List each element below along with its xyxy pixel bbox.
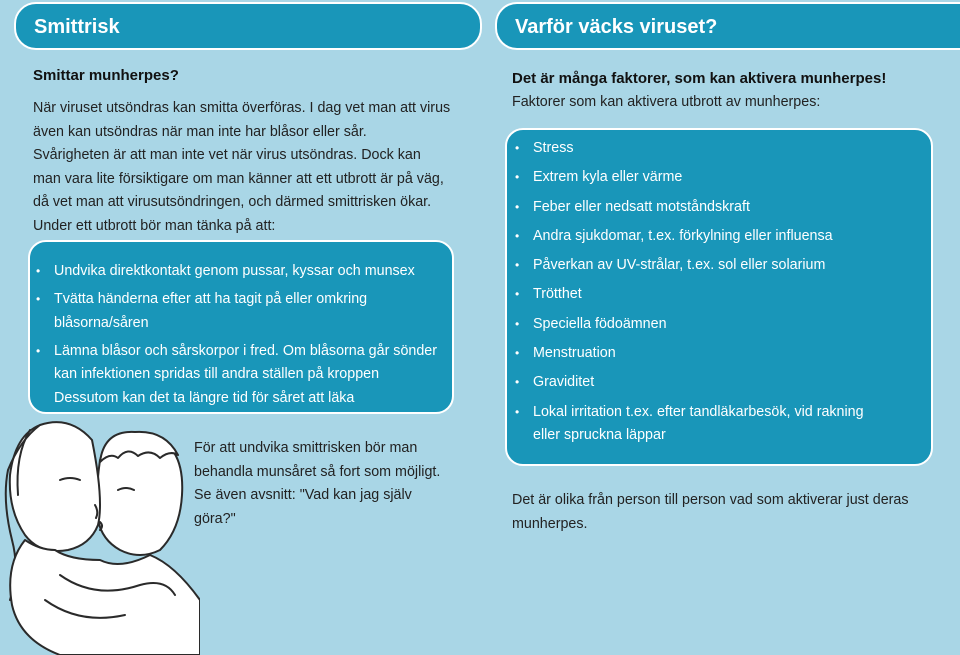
right-intro: Faktorer som kan aktivera utbrott av munherpes: [512, 94, 821, 110]
factor-line: Extrem kyla eller värme [533, 169, 683, 186]
factor-line: Feber eller nedsatt motståndskraft [533, 198, 750, 215]
factor-item [513, 401, 923, 448]
factor-line: Menstruation [533, 345, 616, 362]
bullet-icon: • [515, 170, 520, 185]
factor-line: Graviditet [533, 374, 595, 391]
bottom-note [194, 437, 484, 531]
advice-item [34, 288, 444, 335]
left-header-bar [14, 2, 482, 50]
advice-box [28, 240, 454, 414]
left-intro-line: Under ett utbrott bör man tänka på att: [33, 217, 276, 234]
advice-line: blåsorna/såren [54, 314, 149, 331]
factor-line: Lokal irritation t.ex. efter tandläkarbesök, vid rakning [533, 403, 864, 420]
factor-line: Andra sjukdomar, t.ex. förkylning eller influensa [533, 227, 833, 244]
factor-item [513, 196, 923, 220]
bullet-icon: • [36, 343, 41, 358]
factor-line: eller spruckna läppar [533, 427, 666, 444]
factor-line: Stress [533, 140, 574, 156]
bullet-icon: • [36, 292, 41, 306]
factors-list [513, 137, 923, 453]
bottom-note-line: göra?" [194, 510, 236, 527]
factor-item [513, 254, 923, 278]
advice-list [34, 260, 444, 415]
right-subheading: Det är många faktorer, som kan aktivera munherpes! [512, 70, 887, 87]
left-subheading: Smittar munherpes? [33, 67, 179, 84]
left-intro-line: man vara lite försiktigare om man känner att ett utbrott är på väg, [33, 170, 444, 187]
factor-line: Trötthet [533, 286, 582, 303]
left-intro-line: även kan utsöndras när man inte har blåsor eller sår. [33, 123, 367, 140]
factor-item [513, 342, 923, 366]
bullet-icon: • [515, 287, 520, 302]
bullet-icon: • [515, 228, 520, 243]
advice-line: Tvätta händerna efter att ha tagit på eller omkring [54, 291, 368, 307]
factors-box [505, 128, 933, 466]
bullet-icon: • [36, 264, 41, 278]
bullet-icon: • [515, 404, 520, 419]
right-header-bar [495, 2, 960, 50]
factor-item [513, 225, 923, 249]
factor-item [513, 137, 923, 161]
left-intro [33, 97, 483, 238]
right-outro [512, 489, 952, 536]
advice-line: Dessutom kan det ta längre tid för såret att läka [54, 389, 355, 406]
left-intro-line: då vet man att virusutsöndringen, och därmed smittrisken ökar. [33, 194, 432, 210]
right-outro-line: Det är olika från person till person vad som aktiverar just deras [512, 492, 909, 508]
bottom-note-line: För att undvika smittrisken bör man [194, 440, 418, 456]
advice-line: Undvika direktkontakt genom pussar, kyssar och munsex [54, 263, 415, 279]
advice-line: Lämna blåsor och sårskorpor i fred. Om blåsorna går sönder [54, 342, 438, 359]
bottom-note-line: behandla munsåret så fort som möjligt. [194, 463, 441, 480]
bullet-icon: • [515, 199, 520, 214]
factor-item [513, 313, 923, 337]
left-header-title: Smittrisk [34, 16, 120, 38]
bullet-icon: • [515, 258, 520, 273]
right-header-title: Varför väcks viruset? [515, 16, 718, 38]
right-outro-line: munherpes. [512, 515, 588, 532]
bullet-icon: • [515, 141, 520, 155]
bullet-icon: • [515, 346, 520, 361]
left-intro-line: Svårigheten är att man inte vet när virus utsöndras. Dock kan [33, 147, 421, 163]
factor-item [513, 371, 923, 395]
factor-item [513, 166, 923, 190]
bullet-icon: • [515, 375, 520, 390]
advice-line: kan infektionen spridas till andra ställen på kroppen [54, 366, 380, 382]
factor-line: Speciella födoämnen [533, 315, 667, 332]
left-intro-line: När viruset utsöndras kan smitta överföras. I dag vet man att virus [33, 100, 451, 116]
factor-line: Påverkan av UV-strålar, t.ex. sol eller solarium [533, 257, 826, 274]
kissing-couple-illustration [0, 400, 200, 655]
factor-item [513, 283, 923, 307]
bullet-icon: • [515, 316, 520, 331]
bottom-note-line: Se även avsnitt: "Vad kan jag själv [194, 487, 412, 503]
advice-item [34, 260, 444, 284]
